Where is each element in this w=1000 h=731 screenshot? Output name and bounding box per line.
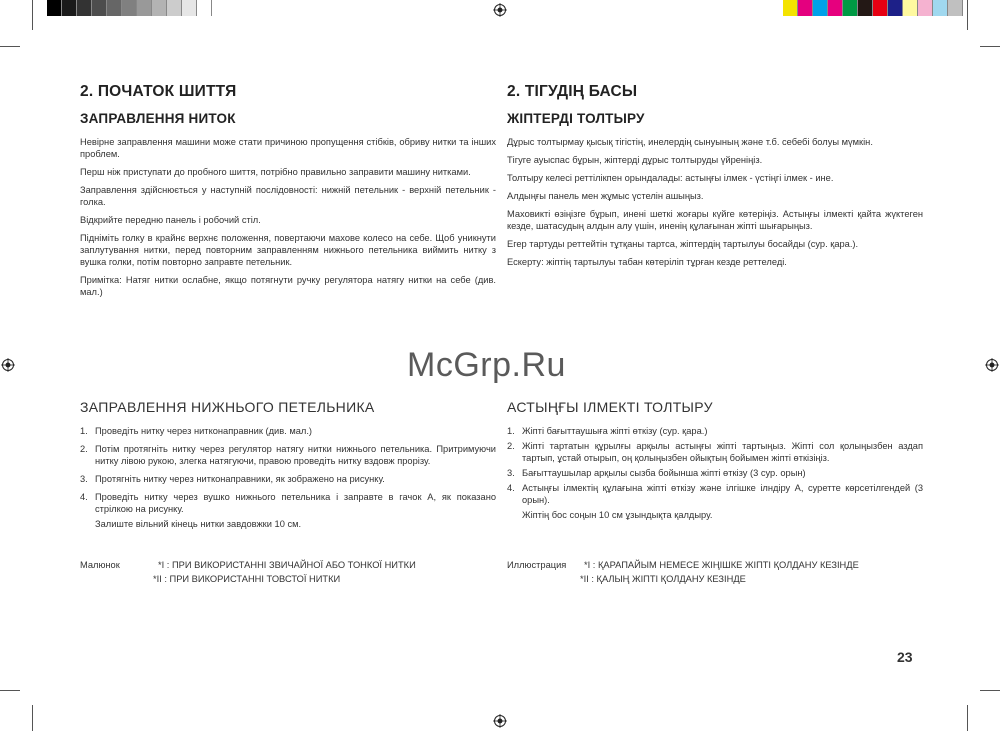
crop-mark (967, 0, 968, 30)
crop-mark (980, 690, 1000, 691)
color-swatch (933, 0, 948, 16)
right-figure-line: *II : ҚАЛЫҢ ЖІПТІ ҚОЛДАНУ КЕЗІНДЕ (580, 574, 746, 584)
left-step-note: Залиште вільний кінець нитки завдовжки 10 см. (95, 519, 302, 529)
crop-mark (32, 705, 33, 731)
left-figure-line: *I : ПРИ ВИКОРИСТАННІ ЗВИЧАЙНОЇ АБО ТОНКОЇ НИТКИ (158, 560, 416, 570)
left-steps-list (80, 425, 496, 515)
color-swatch (77, 0, 92, 16)
color-swatch (197, 0, 212, 16)
crop-mark (32, 0, 33, 30)
color-swatch (873, 0, 888, 16)
color-swatch (62, 0, 77, 16)
color-swatch (152, 0, 167, 16)
registration-mark-icon (985, 358, 999, 372)
color-swatch (47, 0, 62, 16)
list-item: 1. Жіпті бағыттаушыға жіпті өткізу (сур. қара.) (507, 426, 708, 436)
left-paragraph: Примітка: Натяг нитки ослабне, якщо потягнути ручку регулятора натягу нитки на себе (див. мал.) (80, 275, 496, 297)
color-swatch (182, 0, 197, 16)
color-swatch (122, 0, 137, 16)
left-column (80, 83, 496, 304)
crop-mark (967, 705, 968, 731)
left-figure-label: Малюнок (80, 560, 120, 570)
right-title: 2. ТІГУДІҢ БАСЫ (507, 83, 638, 100)
right-paragraph: Дұрыс толтырмау қысық тігістің, инелердің сынуының және т.б. себебі болуы мүмкін. (507, 137, 873, 147)
color-swatch (843, 0, 858, 16)
right-paragraph: Алдыңғы панель мен жұмыс үстелін ашыңыз. (507, 191, 704, 201)
left-section (80, 399, 496, 530)
crop-mark (980, 46, 1000, 47)
left-paragraph: Підніміть голку в крайнє верхнє положення, повертаючи махове колесо на себе. Щоб уникнути заплутування нитки, перед повторним заправленням нижнього петельника виймить нитку з вушка голки, потім повторно заправте петельник. (80, 233, 496, 267)
right-paragraph: Егер тартуды реттейтін тұтқаны тартса, жіптердің тартылуы босайды (сур. қара.). (507, 239, 859, 249)
color-swatch (858, 0, 873, 16)
color-swatch (92, 0, 107, 16)
left-title: 2. ПОЧАТОК ШИТТЯ (80, 83, 237, 100)
list-item: 4. Астыңғы ілмектің құлағына жіпті өткізу және ілгішке ілндіру A, суретте көрсетілгендей (3 орын). (507, 483, 923, 505)
registration-mark-icon (493, 714, 507, 728)
right-steps-list (507, 425, 923, 506)
color-swatch (798, 0, 813, 16)
list-item: 1. Проведіть нитку через нитконаправник (див. мал.) (80, 426, 312, 436)
right-column (507, 83, 923, 274)
color-swatch (813, 0, 828, 16)
crop-mark (0, 46, 20, 47)
color-swatch (918, 0, 933, 16)
right-section (507, 399, 923, 521)
color-swatch (948, 0, 963, 16)
crop-mark (0, 690, 20, 691)
list-item: 2. Потім протягніть нитку через регулятор натягу нитки нижнього петельника. Притримуючи нитку лівою рукою, злегка натягуючи, правою проведіть нитку вздовж прорізу. (80, 444, 496, 466)
color-swatch (903, 0, 918, 16)
right-figure-label: Иллюстрация (507, 560, 567, 570)
color-swatch (167, 0, 182, 16)
left-paragraph: Відкрийте передню панель і робочий стіл. (80, 215, 261, 225)
right-subtitle: ЖІПТЕРДІ ТОЛТЫРУ (507, 111, 645, 126)
right-paragraph: Толтыру келесі реттілікпен орындалады: астыңғы ілмек - үстіңгі ілмек - ине. (507, 173, 834, 183)
color-swatch (888, 0, 903, 16)
left-paragraph: Перш ніж приступати до пробного шиття, потрібно правильно заправити машину нитками. (80, 167, 471, 177)
right-paragraph: Маховикті өзіңізге бұрып, инені шеткі жоғары күйге көтеріңіз. Астыңғы ілмекті қайта жүктеген кезде, шатасудың алдын алу үшін, иненің құлағынан жіпті шығарыңыз. (507, 209, 923, 231)
list-item: 4. Проведіть нитку через вушко нижнього петельника і заправте в гачок A, як показано стрілкою на рисунку. (80, 492, 496, 514)
registration-mark-icon (1, 358, 15, 372)
grayscale-color-bar (47, 0, 212, 16)
list-item: 3. Бағыттаушылар арқылы сызба бойынша жіпті өткізу (3 сур. орын) (507, 468, 806, 478)
right-step-note: Жіптің бос соңын 10 см ұзындықта қалдыру. (522, 510, 713, 520)
right-section-title: АСТЫҢҒЫ ІЛМЕКТІ ТОЛТЫРУ (507, 399, 713, 415)
list-item: 3. Протягніть нитку через нитконаправники, як зображено на рисунку. (80, 474, 385, 484)
right-paragraph: Тігуге ауыспас бұрын, жіптерді дұрыс толтыруды үйреніңіз. (507, 155, 763, 165)
cmyk-color-bar (783, 0, 963, 16)
right-figure-line: *I : ҚАРАПАЙЫМ НЕМЕСЕ ЖІҢІШКЕ ЖІПТІ ҚОЛДАНУ КЕЗІНДЕ (584, 560, 859, 570)
left-section-title: ЗАПРАВЛЕННЯ НИЖНЬОГО ПЕТЕЛЬНИКА (80, 399, 375, 415)
page-number: 23 (897, 649, 913, 665)
list-item: 2. Жіпті тартатын құрылғы арқылы астыңғы жіпті тартыңыз. Жіпті сол қолыңызбен аздап тартып, ұстай отырып, оң қолыңызбен ойықтың бойымен жіпті өткізіңіз. (507, 441, 923, 463)
color-swatch (107, 0, 122, 16)
left-paragraph: Заправлення здійснюється у наступній послідовності: нижній петельник - верхній петельник - голка. (80, 185, 496, 207)
left-figure-line: *II : ПРИ ВИКОРИСТАННІ ТОВСТОЇ НИТКИ (153, 574, 341, 584)
color-swatch (783, 0, 798, 16)
right-paragraph: Ескерту: жіптің тартылуы табан көтеріліп тұрған кезде реттеледі. (507, 257, 787, 267)
color-swatch (828, 0, 843, 16)
left-paragraph: Невірне заправлення машини може стати причиною пропущення стібків, обриву нитки та інших проблем. (80, 137, 496, 159)
registration-mark-icon (493, 3, 507, 17)
left-subtitle: ЗАПРАВЛЕННЯ НИТОК (80, 111, 236, 126)
color-swatch (137, 0, 152, 16)
watermark: McGrp.Ru (407, 346, 566, 384)
